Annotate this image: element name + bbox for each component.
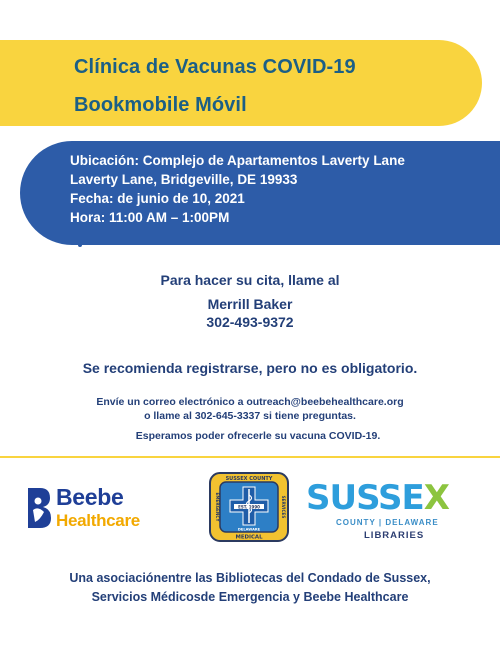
sussex-county-text: COUNTY | DELAWARE <box>336 518 439 527</box>
closing-line: Esperamos poder ofrecerle su vacuna COVID-19. <box>135 430 381 442</box>
seal-state-text: DELAWARE <box>237 527 261 532</box>
address-text: Laverty Lane, Bridgeville, DE 19933 <box>70 172 298 187</box>
page-subtitle: Bookmobile Móvil <box>74 94 247 116</box>
beebe-b-icon <box>26 486 52 530</box>
decorative-dot <box>78 243 82 247</box>
seal-top-text: SUSSEX COUNTY <box>225 476 273 482</box>
email-line: Envíe un correo electrónico a outreach@beebehealthcare.org <box>96 396 404 408</box>
location-text: Ubicación: Complejo de Apartamentos Laverty Lane <box>70 153 405 168</box>
call-prompt: Para hacer su cita, llame al <box>160 272 340 288</box>
sussex-libraries-logo <box>306 478 486 542</box>
beebe-name: Beebe <box>56 484 124 510</box>
section-divider <box>0 456 500 458</box>
sussex-word <box>306 478 449 518</box>
page-title: Clínica de Vacunas COVID-19 <box>74 56 356 78</box>
beebe-healthcare-logo <box>26 484 176 534</box>
seal-right-text: SERVICES <box>281 495 286 519</box>
seal-bottom-text: MEDICAL <box>235 534 263 541</box>
contact-phone: 302-493-9372 <box>206 314 294 330</box>
sussex-libraries-text: LIBRARIES <box>364 530 425 541</box>
footer-line1: Una asociaciónentre las Bibliotecas del Condado de Sussex, <box>69 571 431 585</box>
sussex-x-letter: X <box>423 478 449 518</box>
date-text: Fecha: de junio de 10, 2021 <box>70 191 245 206</box>
sussex-letters: SUSSE <box>306 478 424 518</box>
recommendation-text: Se recomienda registrarse, pero no es obligatorio. <box>82 360 418 376</box>
footer-line2: Servicios Médicosde Emergencia y Beebe Healthcare <box>91 590 409 604</box>
beebe-sub: Healthcare <box>56 511 140 530</box>
sussex-ems-seal <box>208 471 290 543</box>
seal-left-text: EMERGENCY <box>215 492 220 522</box>
phone-question-line: o llame al 302-645-3337 si tiene preguntas. <box>144 410 356 422</box>
seal-est-text: EST. 1990 <box>238 504 260 510</box>
contact-name: Merrill Baker <box>207 296 293 312</box>
time-text: Hora: 11:00 AM – 1:00PM <box>70 210 230 225</box>
